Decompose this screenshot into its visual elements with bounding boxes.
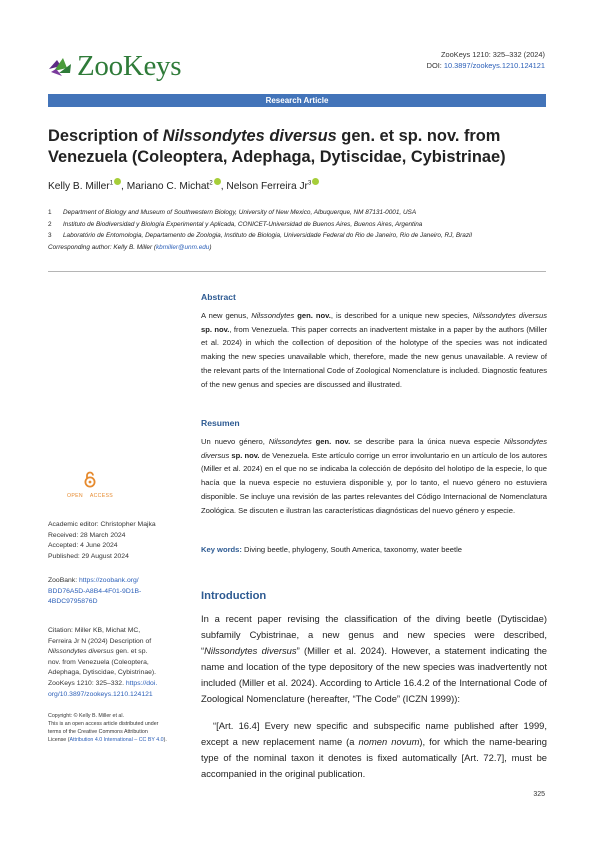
abstract-section (201, 292, 547, 391)
article-title (48, 126, 548, 168)
quote-italic: nomen novum (358, 736, 420, 747)
open-access-lock-icon (84, 471, 96, 488)
orcid-icon[interactable] (114, 178, 121, 185)
page-number: 325 (533, 791, 545, 798)
citation-text: ZooKeys 1210: 325–332. (48, 679, 126, 687)
copyright-block (48, 712, 188, 744)
citation-text: gen. et sp. (113, 648, 148, 656)
author-affil-sup: 1 (109, 180, 114, 187)
affiliation-number: 1 (48, 209, 52, 216)
abstract-taxon: Nilssondytes (251, 311, 295, 320)
abstract-part: , is described for a unique new species, (330, 311, 473, 320)
author-list (48, 178, 319, 192)
quote-part: “[Art. 16.4] Every new specific and subspecific name published after 1999, except a new replacement name (a (201, 720, 547, 747)
author-name[interactable]: Mariano C. Michat (126, 181, 210, 192)
open-access-badge (67, 471, 113, 499)
journal-citation-header (427, 49, 545, 71)
doi-link[interactable]: 10.3897/zookeys.1210.124121 (443, 61, 545, 70)
abstract-taxon: Nilssondytes diversus (472, 311, 547, 320)
journal-citation: ZooKeys 1210: 325–332 (2024) (441, 50, 545, 59)
accepted-date: Accepted: 4 June 2024 (48, 542, 118, 550)
affiliation-text: Laboratório de Entomologia, Departamento de Zoologia, Instituto de Biologia, Universidade Federal do Rio de Janeiro, Rio de Janeiro, RJ, Brazil (63, 232, 472, 239)
open-access-left: OPEN (67, 493, 83, 499)
zookeys-bird-logo-icon (48, 56, 74, 78)
author-name[interactable]: Kelly B. Miller (48, 181, 110, 192)
abstract-text (201, 309, 547, 391)
author-separator: , (121, 181, 127, 192)
abstract-heading: Abstract (201, 292, 236, 302)
author-separator: , (220, 181, 227, 192)
affiliation-text: Department of Biology and Museum of Southwestern Biology, University of New Mexico, Albuquerque, NM 87131-0001, USA (63, 209, 417, 216)
zoobank-link-cont[interactable]: 4BDC9795876D (48, 598, 98, 606)
abstract-bold: sp. nov. (201, 324, 230, 334)
received-date: Received: 28 March 2024 (48, 531, 126, 539)
keywords-text: Diving beetle, phylogeny, South America, taxonomy, water beetle (241, 545, 462, 554)
resumen-part: se describe para la única nueva especie (350, 437, 504, 446)
affiliation-item (48, 219, 548, 231)
introduction-paragraph (201, 611, 547, 707)
citation-line: Adephaga, Dytiscidae, Cybistrinae). (48, 669, 157, 677)
resumen-part: de Venezuela. Este artículo corrige un error involuntario en un artículo de los autores (Miller et al. 2024) en el que no se indicaba la colección de depósito del holotipo de la especie, lo que hacía que la nueva especie no estuviera disponible y, por lo tanto, el nuevo género no estuviera disponible. Se incluye una revisión de las partes relevantes del Código Internacional de Nomenclatura Zoológica. Se discuten e ilustran las características diagnósticas del nuevo género y especie. (201, 450, 547, 515)
doi-prefix: DOI: (426, 61, 442, 70)
license-link[interactable]: Attribution 4.0 International – CC BY 4.0 (69, 737, 164, 743)
resumen-part: Un nuevo género, (201, 437, 269, 446)
editorial-dates (48, 520, 186, 562)
header-divider (48, 271, 546, 272)
corresponding-close: ) (209, 243, 212, 251)
resumen-section (201, 418, 547, 517)
zoobank-block (48, 576, 186, 608)
introduction-heading: Introduction (201, 590, 267, 602)
corresponding-author (48, 242, 548, 254)
brand-name: ZooKeys (77, 50, 182, 82)
title-part: gen. et sp. nov. from Venezuela (Coleoptera, Adephaga, Dytiscidae, Cybistrinae) (48, 127, 506, 166)
copyright-text: ). (163, 737, 167, 743)
citation-line (48, 647, 186, 658)
citation-taxon: Nilssondytes diversus (48, 648, 114, 656)
affiliation-number: 2 (48, 220, 52, 228)
keywords (201, 545, 547, 554)
abstract-part: A new genus, (201, 311, 252, 320)
citation-doi-link[interactable]: https://doi. (125, 679, 158, 687)
citation-line: Citation: Miller KB, Michat MC, (48, 627, 141, 634)
introduction-section (201, 590, 547, 782)
citation-line: nov. from Venezuela (Coleoptera, (48, 658, 149, 666)
affiliation-item (48, 230, 548, 242)
citation-line (48, 679, 186, 690)
resumen-taxon: Nilssondytes diversus (201, 437, 548, 460)
intro-part: ” (Miller et al. 2024). However, a statement indicating the name and location of the type depository of the new species was inadvertently not included (Miller et al. 2024). According to Article 16.4.2 of the International Code of Zoological Nomenclature (hereafter, “The Code” (ICZN 1999)): (201, 645, 547, 704)
author-affil-sup: 3 (307, 180, 312, 187)
published-date: Published: 29 August 2024 (48, 552, 129, 560)
doi-line (427, 60, 545, 71)
intro-part: In a recent paper revising the classification of the diving beetle (Dytiscidae) subfamily Cybistrinae, a new genus and new species were described, “ (201, 613, 547, 656)
title-taxon: Nilssondytes diversus (162, 127, 337, 145)
copyright-line: terms of the Creative Commons Attribution (48, 729, 148, 735)
zookeys-logo[interactable] (48, 52, 181, 81)
zoobank-link-cont[interactable]: BDD76A5D-A8B4-4F01-9D1B- (48, 587, 142, 595)
zoobank-link[interactable]: https://zoobank.org/ (78, 577, 139, 584)
affiliation-item (48, 207, 548, 219)
orcid-icon[interactable] (312, 178, 319, 185)
keywords-label: Key words: (201, 545, 242, 554)
corresponding-email-link[interactable]: kbmiller@unm.edu (155, 243, 210, 251)
academic-editor: Academic editor: Christopher Majka (48, 521, 156, 528)
zoobank-label: ZooBank: (48, 577, 79, 584)
zoobank-line (48, 576, 186, 587)
article-type-banner: Research Article (48, 94, 546, 107)
affiliation-text: Instituto de Biodiversidad y Biología Experimental y Aplicada, CONICET-Universidad de Buenos Aires, Buenos Aires, Argentina (63, 220, 423, 228)
open-access-right: ACCESS (89, 493, 113, 499)
resumen-text (201, 435, 547, 517)
author-affil-sup: 2 (209, 180, 213, 187)
affiliation-number: 3 (48, 232, 52, 239)
copyright-line: This is an open access article distributed under (48, 721, 159, 727)
affiliations (48, 207, 548, 253)
copyright-line: Copyright: © Kelly B. Miller et al. (48, 713, 125, 719)
citation-line: Ferreira Jr N (2024) Description of (48, 637, 152, 645)
resumen-bold: sp. nov. (229, 450, 260, 460)
quote-part: ), for which the name-bearing type of the nominal taxon it denotes is fixed automatically [Art. 72.7], must be accompanied in the original publication. (201, 736, 547, 779)
intro-taxon: Nilssondytes diversus (204, 645, 297, 656)
resumen-bold: gen. nov. (311, 437, 351, 446)
author-name[interactable]: Nelson Ferreira Jr (226, 181, 308, 192)
copyright-text: License ( (48, 737, 70, 743)
citation-doi-link-cont[interactable]: org/10.3897/zookeys.1210.124121 (48, 690, 153, 698)
copyright-line (48, 736, 188, 744)
resumen-taxon: Nilssondytes (268, 437, 312, 446)
citation-block (48, 626, 186, 700)
code-quote (201, 718, 547, 782)
title-part: Description of (48, 127, 163, 145)
orcid-icon[interactable] (214, 178, 221, 185)
resumen-heading: Resumen (201, 418, 240, 428)
abstract-bold: gen. nov. (294, 311, 331, 320)
abstract-part: , from Venezuela. This paper corrects an inadvertent mistake in a paper by the authors (Miller et al. 2024) in which the collection of deposition of the holotype of the species was not indicated making the new species unavailable which, therefore, made the new genus unavailable. A review of the relevant parts of the International Code of Zoological Nomenclature is included. Diagnostic features of the new genus and species are discussed and illustrated. (201, 324, 547, 389)
corresponding-label: Corresponding author: Kelly B. Miller ( (48, 243, 156, 251)
